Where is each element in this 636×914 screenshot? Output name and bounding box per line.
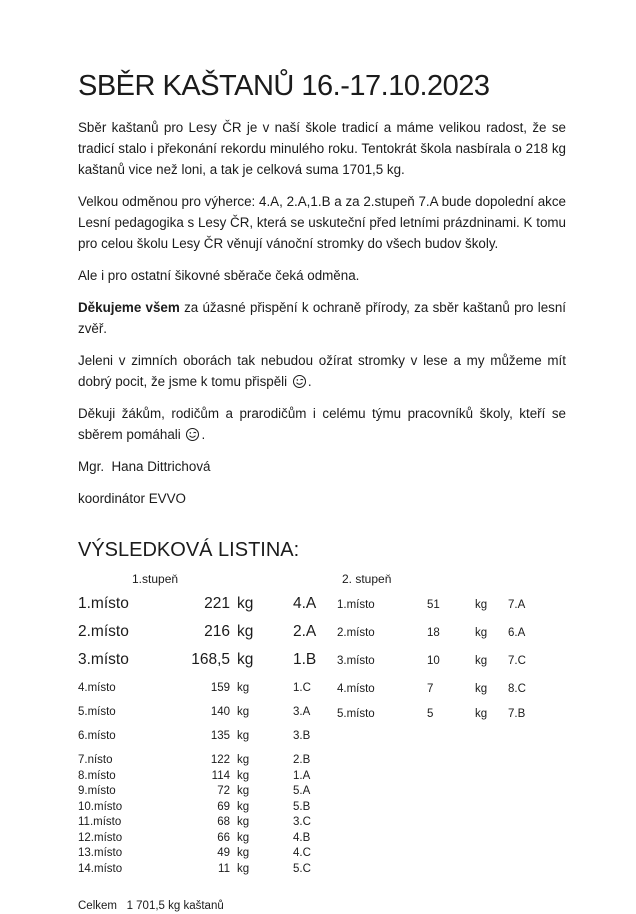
place-cell: 8.místo — [78, 769, 116, 782]
result-row — [337, 681, 562, 697]
paragraph-others-reward: Ale i pro ostatní šikovné sběrače čeká odměna. — [78, 268, 360, 283]
class-cell: 3.C — [293, 816, 311, 828]
unit-cell: kg — [237, 623, 254, 640]
winking-face-icon — [292, 374, 307, 389]
unit-cell: kg — [237, 682, 250, 694]
signature-role: koordinátor EVVO — [78, 491, 186, 506]
group-label: 2. stupeň — [342, 572, 392, 586]
thanks-team-text: Děkuji žákům, rodičům a prarodičům i celému týmu pracovníků školy, kteří se sběrem pomáhali — [78, 406, 566, 442]
result-row — [78, 769, 398, 784]
paragraph-thanks — [78, 297, 566, 339]
weight-value-cell: 69 — [217, 800, 230, 813]
place-cell: 5.místo — [337, 708, 375, 720]
place-cell: 1.místo — [78, 595, 129, 612]
place-cell: 13.místo — [78, 847, 123, 859]
class-cell: 5.A — [293, 785, 311, 797]
class-cell: 4.B — [293, 831, 311, 844]
class-cell: 6.A — [508, 627, 526, 639]
thanks-bold-text: Děkujeme všem — [78, 300, 180, 315]
result-row — [78, 784, 398, 799]
unit-cell: kg — [237, 816, 250, 828]
group-label: 1.stupeň — [132, 572, 179, 586]
weight-value-cell: 221 — [204, 595, 230, 612]
weight-value-cell: 135 — [210, 730, 230, 742]
weight-value-cell: 114 — [211, 769, 230, 782]
weight-value-cell: 51 — [427, 599, 440, 611]
weight-value-cell: 140 — [210, 706, 230, 718]
place-cell: 11.místo — [78, 816, 122, 828]
thanks-team-text-after: . — [201, 427, 206, 442]
class-cell: 4.A — [293, 595, 317, 612]
weight-value-cell: 122 — [210, 754, 230, 766]
unit-cell: kg — [237, 800, 250, 813]
result-row — [337, 597, 562, 613]
class-cell: 2.A — [293, 623, 317, 640]
paragraph-deer — [78, 350, 566, 392]
place-cell: 3.místo — [337, 655, 375, 667]
deer-text-after: . — [307, 374, 312, 389]
unit-cell: kg — [237, 754, 250, 766]
place-cell: 1.místo — [337, 599, 375, 611]
weight-value-cell: 5 — [427, 708, 434, 720]
place-cell: 2.místo — [337, 627, 375, 639]
result-row — [78, 729, 398, 744]
paragraph-thanks-team — [78, 403, 566, 445]
winking-face-icon — [185, 427, 200, 442]
weight-value-cell: 10 — [427, 655, 440, 667]
result-row — [78, 846, 398, 861]
result-row — [78, 831, 398, 846]
document-content — [78, 68, 566, 914]
unit-cell: kg — [237, 847, 250, 859]
page-title: SBĚR KAŠTANŮ 16.-17.10.2023 — [78, 70, 490, 102]
weight-value-cell: 49 — [217, 847, 230, 859]
unit-cell: kg — [237, 769, 250, 782]
unit-cell: kg — [237, 706, 250, 718]
class-cell: 4.C — [293, 847, 311, 859]
unit-cell: kg — [475, 683, 488, 695]
results-heading: VÝSLEDKOVÁ LISTINA: — [78, 539, 300, 561]
result-row — [78, 753, 398, 768]
place-cell: 7.nísto — [78, 754, 113, 766]
unit-cell: kg — [475, 655, 488, 667]
result-row — [337, 625, 562, 641]
place-cell: 12.místo — [78, 831, 123, 844]
unit-cell: kg — [237, 595, 254, 612]
paragraph-intro: Sběr kaštanů pro Lesy ČR je v naší škole tradicí a máme velikou radost, že se tradicí stalo i překonání rekordu minulého roku. Tentokrát škola nasbírala o 218 kg kaštanů vice než loni, a tak je celková suma 1701,5 kg. — [78, 120, 566, 177]
class-cell: 8.C — [508, 683, 526, 695]
unit-cell: kg — [475, 708, 488, 720]
result-row — [337, 706, 562, 722]
unit-cell: kg — [237, 651, 254, 668]
signature-name: Mgr. Hana Dittrichová — [78, 459, 211, 474]
class-cell: 5.C — [293, 862, 311, 875]
place-cell: 5.místo — [78, 706, 116, 718]
weight-value-cell: 159 — [210, 682, 230, 694]
unit-cell: kg — [475, 627, 488, 639]
class-cell: 1.A — [293, 769, 311, 782]
unit-cell: kg — [475, 599, 488, 611]
unit-cell: kg — [237, 862, 250, 875]
result-row — [78, 800, 398, 815]
class-cell: 1.C — [293, 682, 311, 694]
place-cell: 6.místo — [78, 730, 116, 742]
thanks-rest-text: za úžasné přispění k ochraně přírody, za sběr kaštanů pro lesní zvěř. — [78, 300, 567, 336]
place-cell: 9.místo — [78, 785, 116, 797]
result-row — [78, 862, 398, 877]
result-row — [78, 815, 398, 830]
class-cell: 7.B — [508, 708, 526, 720]
unit-cell: kg — [237, 730, 250, 742]
class-cell: 7.C — [508, 655, 526, 667]
place-cell: 4.místo — [337, 683, 375, 695]
class-cell: 3.A — [293, 706, 311, 718]
weight-value-cell: 68 — [217, 816, 230, 828]
class-cell: 5.B — [293, 800, 311, 813]
weight-value-cell: 7 — [427, 683, 434, 695]
class-cell: 3.B — [293, 730, 311, 742]
place-cell: 4.místo — [78, 682, 116, 694]
results-rows-second-grade — [337, 597, 562, 722]
weight-value-cell: 216 — [204, 623, 230, 640]
weight-value-cell: 168,5 — [191, 651, 230, 668]
place-cell: 10.místo — [78, 800, 123, 813]
weight-value-cell: 72 — [217, 785, 230, 797]
result-row — [337, 653, 562, 669]
class-cell: 2.B — [293, 754, 311, 766]
weight-value-cell: 11 — [218, 862, 230, 875]
class-cell: 7.A — [508, 599, 526, 611]
results-section — [78, 572, 566, 877]
paragraph-reward: Velkou odměnou pro výherce: 4.A, 2.A,1.B a za 2.stupeň 7.A bude dopolední akce Lesní pedagogika s Lesy ČR, která se uskuteční před letními prázdninami. K tomu pro celou školu Lesy ČR věnují vánoční stromky do všech budov školy. — [78, 194, 566, 251]
unit-cell: kg — [237, 831, 250, 844]
weight-value-cell: 18 — [427, 627, 440, 639]
class-cell: 1.B — [293, 651, 317, 668]
weight-value-cell: 66 — [217, 831, 230, 844]
total-line: Celkem 1 701,5 kg kaštanů — [78, 899, 224, 912]
results-group-second-grade — [337, 572, 562, 731]
deer-text: Jeleni v zimních oborách tak nebudou ožírat stromky v lese a my můžeme mít dobrý pocit, že jsme k tomu přispěli — [78, 353, 566, 389]
place-cell: 14.místo — [78, 862, 123, 875]
place-cell: 2.místo — [78, 623, 129, 640]
unit-cell: kg — [237, 785, 250, 797]
place-cell: 3.místo — [78, 651, 129, 668]
